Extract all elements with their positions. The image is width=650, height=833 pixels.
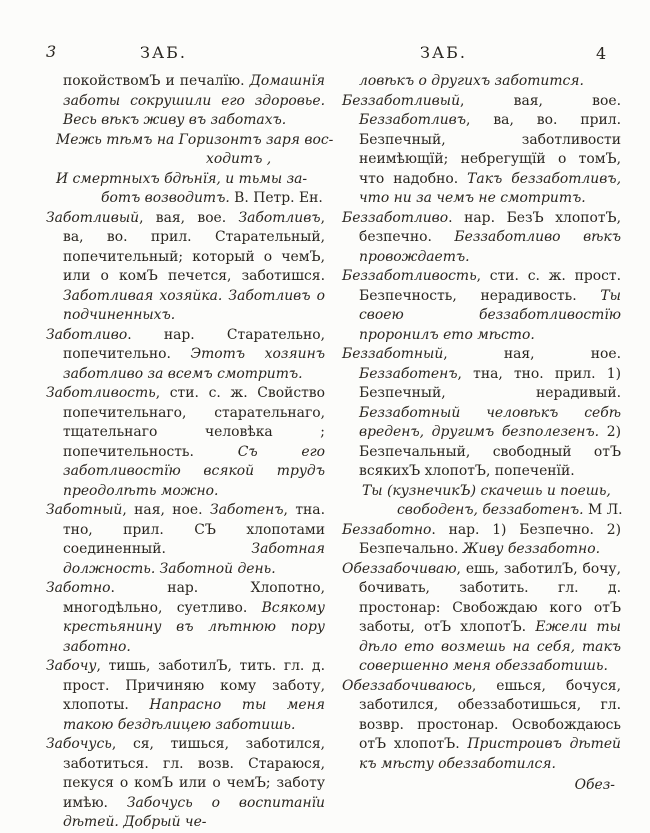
text-segment: покойствомЪ и печалїю. [63, 73, 250, 89]
text-segment: , вая, вое. [460, 92, 621, 109]
italic-text-segment: Беззаботный человѣкъ себѣ вреденъ, другимъ безполезенъ. [359, 404, 621, 440]
verse-line [56, 170, 325, 190]
italic-text-segment: Такъ беззаботливъ, что ни за чемъ не смотритъ. [359, 170, 621, 206]
left-text-column [46, 72, 334, 833]
text-segment: , сти. с. ж. прост. Безпечность, нерадивость. [359, 268, 621, 304]
italic-text-segment: Беззаботливъ [359, 112, 467, 128]
catchword [342, 776, 615, 796]
text-segment: , ва, во. прил. Безпечный, заботливости неимѣющїй; небрегущїй о томЪ, что надобно. [359, 112, 621, 187]
running-head-row [0, 42, 650, 64]
italic-text-segment: Заботливо [46, 326, 128, 343]
italic-text-segment: Заботный [46, 502, 123, 518]
entry-zabochus [46, 735, 325, 833]
text-segment: . нар. Старательно, попечительно. [63, 326, 325, 362]
entry-zabotnyy [46, 501, 325, 579]
entry-obezzabochivayus [342, 677, 621, 775]
italic-text-segment: свободенъ, беззаботенъ. [397, 502, 584, 518]
verse-line [362, 482, 621, 502]
entry-zabotlivo [46, 326, 325, 385]
right-text-column [342, 72, 621, 796]
italic-text-segment: Заботенъ [209, 502, 284, 518]
entry-zabochu [46, 657, 325, 735]
verse-line [206, 150, 325, 170]
italic-text-segment: Беззаботливо вѣкъ провождаетъ. [359, 229, 621, 265]
verse-line [56, 131, 334, 151]
verse-quotation-petrov [56, 131, 334, 209]
entry-bezzabotlivo [342, 209, 621, 268]
page-number-right: 4 [596, 44, 607, 63]
italic-text-segment: Беззаботно [342, 521, 432, 538]
text-segment: В. Петр. Ен. [229, 190, 323, 206]
italic-text-segment: Заботливый [46, 209, 140, 226]
italic-text-segment: Заботно [46, 580, 111, 596]
text-segment: , ва, во. прил. Старательный, попечительный; который о чемЪ, или о комЪ печется, заботишся. [63, 209, 325, 284]
text-segment: М Л. [583, 502, 623, 518]
text-segment: . нар. БезЪ хлопотЪ, безпечно. [359, 209, 621, 245]
italic-text-segment: ботъ возводитъ. [101, 190, 230, 206]
entry-bezzabotno [342, 521, 621, 560]
verse-line [101, 189, 325, 209]
text-segment: , ная, ное. [122, 502, 210, 518]
italic-text-segment: ходитъ , [206, 151, 272, 167]
text-columns [46, 72, 622, 833]
entry-zabotlivost [46, 384, 325, 501]
italic-text-segment: Обез- [574, 777, 615, 793]
italic-text-segment: И смертныхъ бдѣнїя, и тьмы за- [56, 170, 308, 187]
text-segment: , вая, вое. [139, 209, 239, 226]
italic-text-segment: Беззаботливо [342, 209, 449, 226]
verse-quotation-lomonosov [352, 482, 621, 521]
entry-bezzabotlivost [342, 267, 621, 345]
italic-text-segment: Заботливъ [238, 209, 321, 226]
text-segment: , ная, ное. [443, 346, 621, 362]
verse-line [397, 501, 621, 521]
text-segment: , ешься, бочуся, заботился, обеззаботишься, гл. возвр. простонар. Освобождаюсь отЪ хлопотЪ. [359, 677, 621, 752]
text-segment: . нар. Хлопотно, многодѣльно, суетливо. [63, 580, 325, 616]
italic-text-segment: Пристроивъ дѣтей къ мѣсту обеззаботился. [359, 736, 621, 772]
italic-text-segment: Ты (кузнечикЪ) скачешь и поешь, [362, 482, 611, 499]
text-segment: , сти. с. ж. Свойство попечительнаго, старательнаго, тщательнаго человѣка ; попечительность. [63, 385, 325, 460]
italic-text-segment: Напрасно ты меня такою бездѣлицею заботишь. [63, 697, 325, 733]
running-head-left: ЗАБ. [140, 43, 187, 62]
continuation-paragraph [342, 72, 621, 92]
italic-text-segment: Домашнїя заботы сокрушили его здоровье. Весь вѣкъ живу въ заботахъ. [63, 73, 325, 128]
italic-text-segment: Ежели ты дѣло ето возмешь на себя, такъ совершенно меня обеззаботишь. [359, 619, 621, 674]
text-segment: , тишь, заботилЪ, тить. гл. д. прост. Причиняю кому заботу, хлопоты. [63, 658, 325, 713]
text-segment: , ешь, заботилЪ, бочу, бочивать, заботить. гл. д. простонар: Свобождаю кого отЪ заботы, отЪ хлопотЪ. [359, 560, 621, 635]
text-segment: , тна, тно. прил. 1) Безпечный, нерадивый. [359, 365, 621, 401]
italic-text-segment: Заботная должность. Заботной день. [63, 541, 325, 577]
running-head-right: ЗАБ. [420, 43, 467, 62]
text-segment: , ся, тишься, заботился, заботиться. гл. возв. Стараюся, пекуся о комЪ или о чемЪ; заботу имѣю. [63, 736, 325, 811]
italic-text-segment: Забочусь о воспитанїи дѣтей. Добрый че- [63, 794, 325, 830]
italic-text-segment: Забочусь [46, 736, 112, 752]
text-segment: , тна. тно, прил. СЪ хлопотами соединенный. [63, 502, 325, 557]
italic-text-segment: Беззаботливый [342, 92, 461, 109]
italic-text-segment: Беззаботенъ [359, 365, 458, 382]
italic-text-segment: Съ его заботливостїю всякой трудъ преодолѣть можно. [63, 443, 325, 499]
page-number-left: 3 [46, 42, 57, 61]
entry-bezzabotlivyy [342, 92, 621, 209]
italic-text-segment: Живу беззаботно. [462, 541, 600, 557]
italic-text-segment: Заботливая хозяйка. Заботливъ о подчиненныхъ. [63, 287, 325, 323]
entry-obezzabochivayu [342, 560, 621, 677]
entry-zabotlivyy [46, 209, 325, 326]
italic-text-segment: Межь тѣмъ на Горизонтъ заря вос- [56, 131, 334, 148]
italic-text-segment: Этотъ хозяинъ заботливо за всемъ смотритъ. [63, 346, 325, 382]
text-segment: 2) Безпечальный, свободный отЪ всякихЪ хлопотЪ, попеченїй. [359, 424, 621, 479]
italic-text-segment: Обеззабочиваюсь [342, 677, 472, 694]
italic-text-segment: Ты своею беззаботливостїю проронилъ ето мѣсто. [359, 287, 621, 343]
italic-text-segment: Беззаботливость [342, 268, 477, 284]
text-segment: . нар. 1) Безпечно. 2) Безпечально. [359, 521, 621, 557]
italic-text-segment: Заботливость [46, 385, 156, 401]
entry-bezzabotnyy [342, 345, 621, 482]
italic-text-segment: Всякому крестьянину въ лѣтнюю пору заботно. [63, 599, 325, 655]
italic-text-segment: ловѣкъ о другихъ заботится. [359, 73, 584, 89]
italic-text-segment: Беззаботный [342, 346, 444, 362]
italic-text-segment: Обеззабочиваю [342, 560, 457, 577]
continuation-paragraph [46, 72, 325, 131]
italic-text-segment: Забочу [46, 658, 97, 674]
entry-zabotno [46, 579, 325, 657]
